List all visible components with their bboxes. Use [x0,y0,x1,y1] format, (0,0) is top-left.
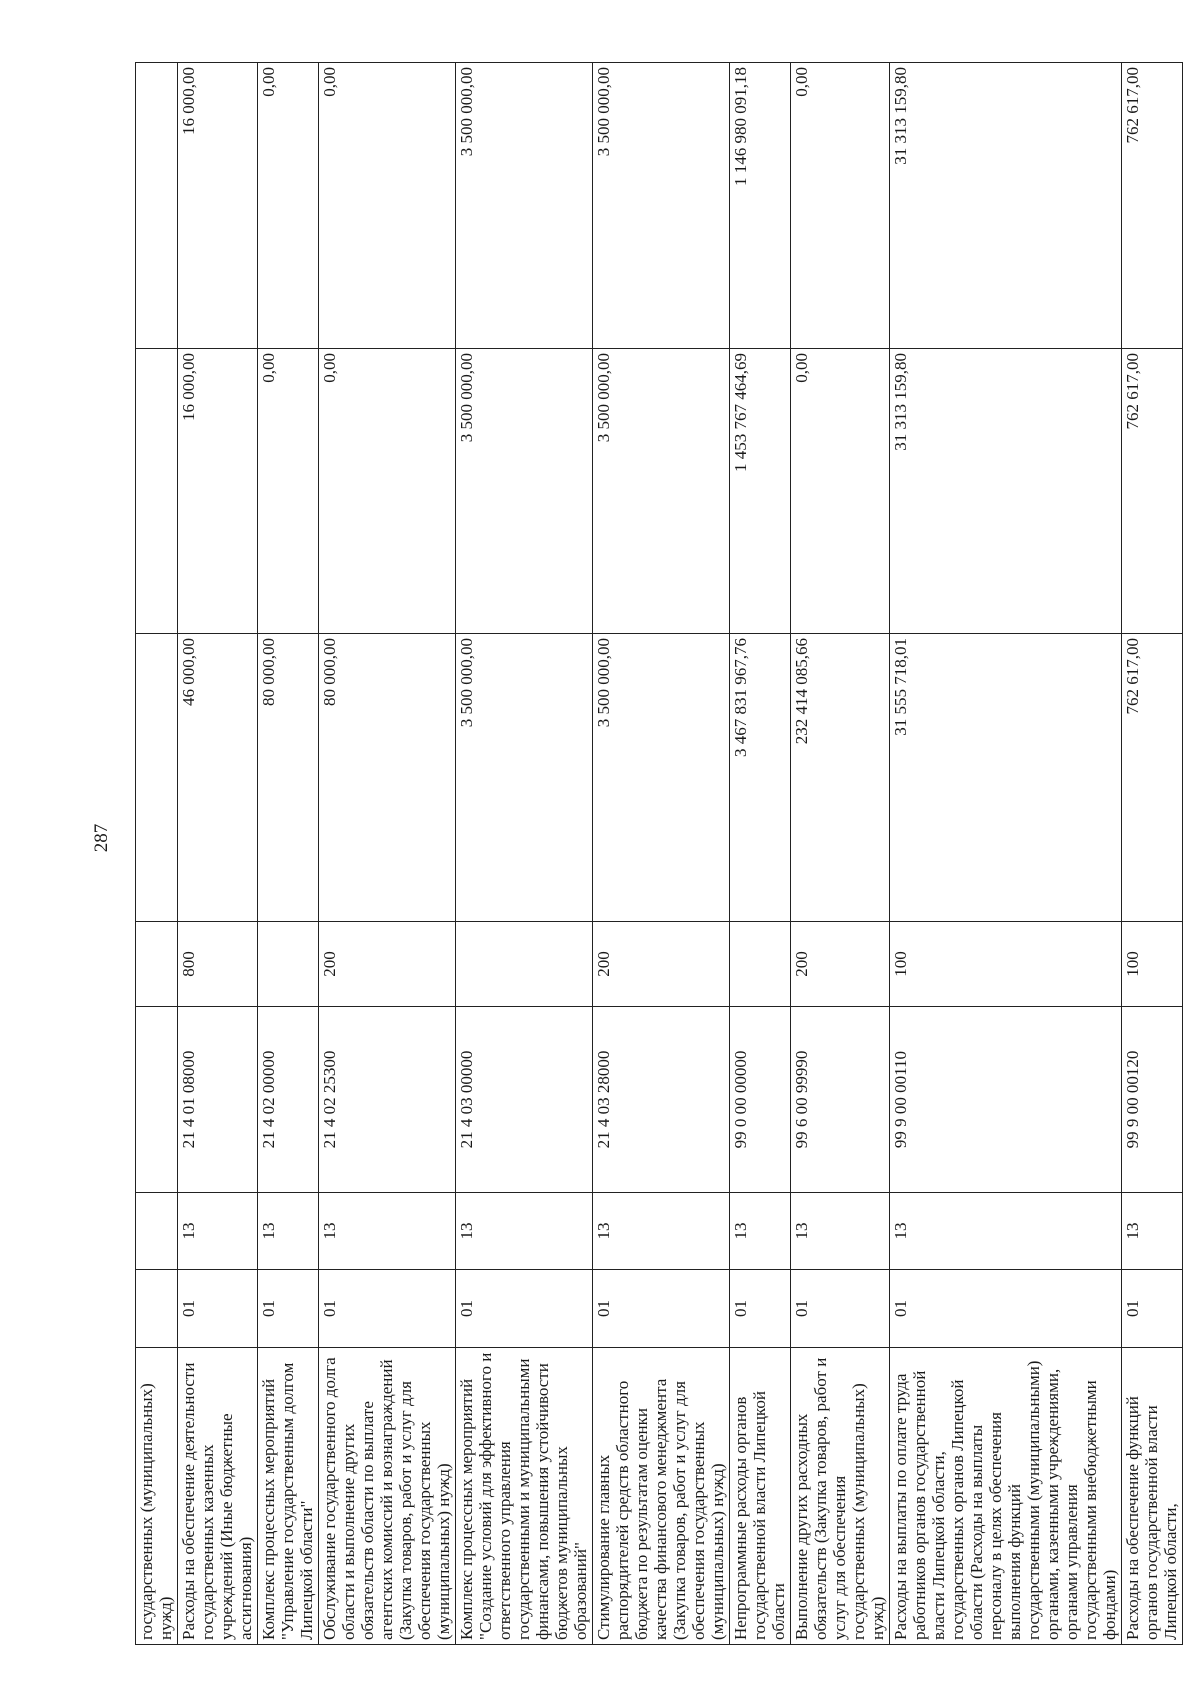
expense-kind-code: 200 [319,922,456,1007]
section-code: 01 [890,1270,1122,1348]
target-code: 99 9 00 00110 [890,1007,1122,1193]
table-frame [135,63,1180,1645]
row-name: Расходы на обеспечение функций органов государственной власти Липецкой области, [1122,1348,1183,1645]
amount-year-3: 3 500 000,00 [593,63,730,349]
amount-year-1: 46 000,00 [178,634,258,922]
table-row [890,63,1122,1645]
amount-year-1 [136,634,178,922]
section-code: 01 [178,1270,258,1348]
amount-year-3: 1 146 980 091,18 [730,63,791,349]
row-name: Обслуживание государственного долга области и выполнение других обязательств области по выплате агентских комиссий и вознаграждений (Закупка товаров, работ и услуг для обеспечения государственных (муниципальных) нужд) [319,1348,456,1645]
row-name: Комплекс процессных мероприятий "Управление государственным долгом Липецкой области" [258,1348,319,1645]
expense-kind-code [456,922,593,1007]
subsection-code: 13 [456,1193,593,1270]
table-row [791,63,890,1645]
subsection-code: 13 [890,1193,1122,1270]
table-row [136,63,178,1645]
amount-year-1: 80 000,00 [258,634,319,922]
amount-year-1: 762 617,00 [1122,634,1183,922]
amount-year-2: 1 453 767 464,69 [730,349,791,634]
subsection-code: 13 [178,1193,258,1270]
amount-year-1: 3 500 000,00 [593,634,730,922]
amount-year-1: 80 000,00 [319,634,456,922]
section-code: 01 [730,1270,791,1348]
target-code [136,1007,178,1193]
table-row [456,63,593,1645]
amount-year-3: 762 617,00 [1122,63,1183,349]
table-row [319,63,456,1645]
amount-year-1: 3 500 000,00 [456,634,593,922]
target-code: 99 0 00 00000 [730,1007,791,1193]
expense-kind-code: 200 [791,922,890,1007]
row-name: государственных (муниципальных) нужд) [136,1348,178,1645]
expense-kind-code: 800 [178,922,258,1007]
target-code: 21 4 02 00000 [258,1007,319,1193]
amount-year-1: 232 414 085,66 [791,634,890,922]
budget-table [135,62,1183,1645]
amount-year-3: 0,00 [319,63,456,349]
expense-kind-code [136,922,178,1007]
section-code: 01 [456,1270,593,1348]
subsection-code: 13 [730,1193,791,1270]
amount-year-1: 3 467 831 967,76 [730,634,791,922]
subsection-code: 13 [791,1193,890,1270]
amount-year-3: 31 313 159,80 [890,63,1122,349]
target-code: 99 6 00 99990 [791,1007,890,1193]
amount-year-2: 0,00 [791,349,890,634]
row-name: Непрограммные расходы органов государственной власти Липецкой области [730,1348,791,1645]
section-code: 01 [1122,1270,1183,1348]
amount-year-1: 31 555 718,01 [890,634,1122,922]
subsection-code: 13 [593,1193,730,1270]
subsection-code [136,1193,178,1270]
table-row [730,63,791,1645]
row-name: Комплекс процессных мероприятий "Создание условий для эффективного и ответственного управления государственными и муниципальными финансами, повышения устойчивости бюджетов муниципальных образований" [456,1348,593,1645]
page-number: 287 [91,823,112,853]
row-name: Стимулирование главных распорядителей средств областного бюджета по результатам оценки качества финансового менеджмента (Закупка товаров, работ и услуг для обеспечения государственных (муниципальных) нужд) [593,1348,730,1645]
section-code [136,1270,178,1348]
target-code: 21 4 02 25300 [319,1007,456,1193]
amount-year-3: 3 500 000,00 [456,63,593,349]
amount-year-3: 16 000,00 [178,63,258,349]
section-code: 01 [319,1270,456,1348]
section-code: 01 [593,1270,730,1348]
subsection-code: 13 [1122,1193,1183,1270]
rotated-table-wrapper [135,63,1180,1645]
amount-year-2 [136,349,178,634]
amount-year-2: 31 313 159,80 [890,349,1122,634]
expense-kind-code [730,922,791,1007]
expense-kind-code [258,922,319,1007]
table-row [178,63,258,1645]
expense-kind-code: 200 [593,922,730,1007]
amount-year-2: 3 500 000,00 [456,349,593,634]
row-name: Выполнение других расходных обязательств (Закупка товаров, работ и услуг для обеспечения государственных (муниципальных) нужд) [791,1348,890,1645]
section-code: 01 [791,1270,890,1348]
amount-year-3: 0,00 [791,63,890,349]
target-code: 99 9 00 00120 [1122,1007,1183,1193]
target-code: 21 4 03 00000 [456,1007,593,1193]
amount-year-3 [136,63,178,349]
amount-year-2: 0,00 [319,349,456,634]
amount-year-3: 0,00 [258,63,319,349]
subsection-code: 13 [258,1193,319,1270]
expense-kind-code: 100 [890,922,1122,1007]
row-name: Расходы на выплаты по оплате труда работников органов государственной власти Липецкой области, государственных органов Липецкой области (Расходы на выплаты персоналу в целях обеспечения выполнения функций государственными (муниципальными) органами, казенными учреждениями, органами управления государственными внебюджетными фондами) [890,1348,1122,1645]
expense-kind-code: 100 [1122,922,1183,1007]
target-code: 21 4 01 08000 [178,1007,258,1193]
amount-year-2: 762 617,00 [1122,349,1183,634]
amount-year-2: 3 500 000,00 [593,349,730,634]
table-row [1122,63,1183,1645]
amount-year-2: 16 000,00 [178,349,258,634]
table-row [593,63,730,1645]
subsection-code: 13 [319,1193,456,1270]
target-code: 21 4 03 28000 [593,1007,730,1193]
table-row [258,63,319,1645]
amount-year-2: 0,00 [258,349,319,634]
section-code: 01 [258,1270,319,1348]
row-name: Расходы на обеспечение деятельности государственных казенных учреждений (Иные бюджетные ассигнования) [178,1348,258,1645]
